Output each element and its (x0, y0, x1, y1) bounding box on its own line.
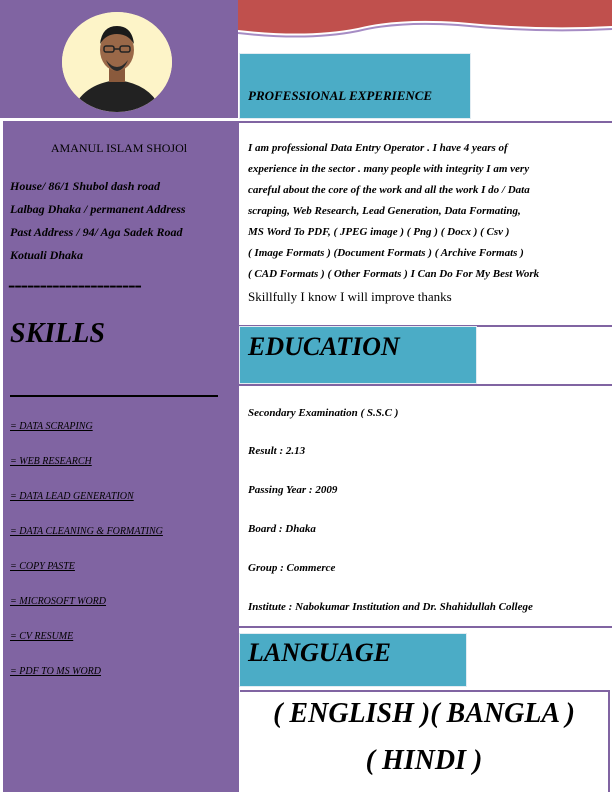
language-heading: LANGUAGE (248, 638, 392, 667)
address-line: Lalbag Dhaka / permanent Address (10, 202, 186, 216)
skills-heading: SKILLS (10, 318, 105, 349)
education-heading: EDUCATION (248, 332, 400, 361)
language-list-line: ( HINDI ) (365, 745, 483, 776)
experience-text-line: MS Word To PDF, ( JPEG image ) ( Png ) ( Docx ) ( Csv ) (248, 226, 510, 238)
experience-text-line: experience in the sector . many people with integrity I am very (248, 163, 530, 175)
sidebar-dash-divider: --------------------- (8, 272, 141, 297)
section-divider (238, 384, 612, 386)
education-item: Group : Commerce (248, 562, 336, 574)
skill-item: = PDF TO MS WORD (10, 666, 102, 677)
skill-item: = MICROSOFT WORD (10, 596, 107, 607)
address-line: Past Address / 94/ Aga Sadek Road (10, 225, 183, 239)
address-line: House/ 86/1 Shubol dash road (10, 179, 161, 193)
education-item: Board : Dhaka (248, 523, 316, 535)
section-divider (238, 626, 612, 628)
person-photo-icon (62, 12, 172, 112)
experience-text-line: ( Image Formats ) (Document Formats ) ( Archive Formats ) (248, 247, 524, 259)
experience-text-line: ( CAD Formats ) ( Other Formats ) I Can Do For My Best Work (248, 268, 540, 280)
experience-text-line: scraping, Web Research, Lead Generation, Data Formating, (248, 205, 521, 217)
profile-photo (62, 12, 172, 112)
skill-item: = COPY PASTE (10, 561, 75, 572)
experience-closing-line: Skillfully I know I will improve thanks (248, 289, 452, 304)
skill-item: = DATA CLEANING & FORMATING (10, 526, 163, 537)
skill-item: = DATA LEAD GENERATION (10, 491, 134, 502)
experience-text-line: I am professional Data Entry Operator . I have 4 years of (248, 142, 508, 154)
skills-divider (10, 395, 218, 397)
profile-name: AMANUL ISLAM SHOJOl (50, 141, 188, 155)
experience-heading-box (239, 53, 471, 119)
education-item: Result : 2.13 (248, 445, 306, 457)
language-frame-edge (608, 690, 610, 792)
education-item: Secondary Examination ( S.S.C ) (248, 407, 399, 419)
education-item: Institute : Nabokumar Institution and Dr. Shahidullah College (248, 601, 533, 613)
skill-item: = DATA SCRAPING (10, 421, 93, 432)
experience-heading: PROFESSIONAL EXPERIENCE (248, 88, 433, 103)
language-list-line: ( ENGLISH )( BANGLA ) (273, 698, 575, 729)
section-divider (238, 121, 612, 123)
address-line: Kotuali Dhaka (10, 248, 84, 262)
skill-item: = CV RESUME (10, 631, 74, 642)
experience-text-line: careful about the core of the work and all the work I do / Data (248, 184, 530, 196)
education-item: Passing Year : 2009 (248, 484, 338, 496)
section-divider (240, 690, 610, 692)
header-wave-decoration (238, 0, 612, 42)
skill-item: = WEB RESEARCH (10, 456, 92, 467)
